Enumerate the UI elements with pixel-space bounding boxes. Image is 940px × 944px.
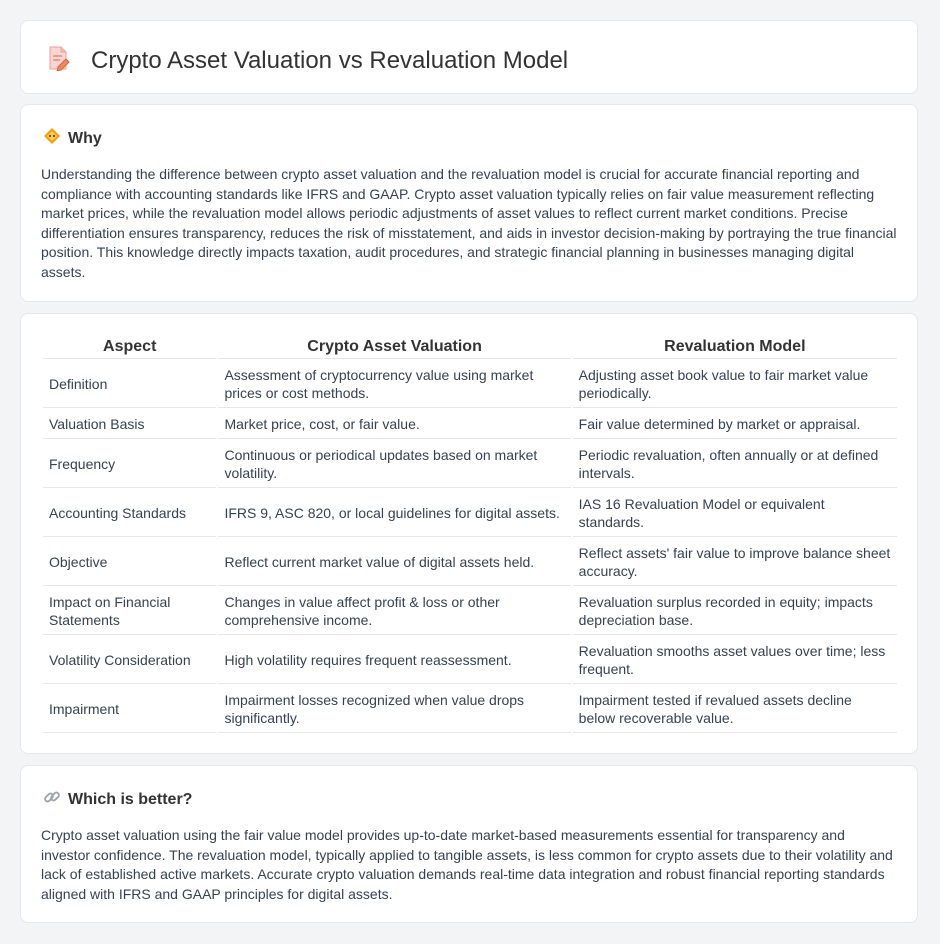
revaluation-cell: Fair value determined by market or appraisal. <box>573 409 897 439</box>
aspect-cell: Accounting Standards <box>43 489 216 537</box>
document-pencil-icon <box>47 45 71 76</box>
page-title: Crypto Asset Valuation vs Revaluation Model <box>91 46 569 74</box>
diamond-icon <box>43 127 61 150</box>
why-body: Understanding the difference between crypto asset valuation and the revaluation model is crucial for accurate financial reporting and compliance with accounting standards like IFRS and GAAP. Crypto asset valuation typically relies on fair value measurement reflecting market prices, while the revaluation model allows periodic adjustments of asset values to reflect current market conditions. Precise differentiation ensures transparency, reduces the risk of misstatement, and aids in investor decision-making by portraying the true financial position. This knowledge directly impacts taxation, audit procedures, and strategic financial planning in businesses managing digital assets. <box>41 166 897 280</box>
crypto-cell: Continuous or periodical updates based on market volatility. <box>218 440 570 488</box>
table-row <box>43 489 897 537</box>
link-icon <box>43 788 61 811</box>
table-row <box>43 636 897 684</box>
table-header-row <box>43 336 897 359</box>
table-row <box>43 360 897 408</box>
why-section <box>20 104 918 302</box>
table-row <box>43 685 897 733</box>
table-row <box>43 587 897 635</box>
crypto-cell: Reflect current market value of digital assets held. <box>218 538 570 586</box>
table-row <box>43 440 897 488</box>
table-row <box>43 409 897 439</box>
aspect-cell: Objective <box>43 538 216 586</box>
why-title: Why <box>68 129 102 147</box>
aspect-cell: Impact on Financial Statements <box>43 587 216 635</box>
crypto-cell: Assessment of cryptocurrency value using market prices or cost methods. <box>218 360 570 408</box>
aspect-cell: Frequency <box>43 440 216 488</box>
which-is-better-title: Which is better? <box>68 790 193 808</box>
revaluation-cell: Impairment tested if revalued assets decline below recoverable value. <box>573 685 897 733</box>
comparison-section <box>20 313 918 754</box>
revaluation-cell: IAS 16 Revaluation Model or equivalent standards. <box>573 489 897 537</box>
revaluation-cell: Periodic revaluation, often annually or at defined intervals. <box>573 440 897 488</box>
aspect-cell: Impairment <box>43 685 216 733</box>
crypto-cell: Market price, cost, or fair value. <box>218 409 570 439</box>
aspect-cell: Definition <box>43 360 216 408</box>
crypto-cell: Impairment losses recognized when value drops significantly. <box>218 685 570 733</box>
header-card <box>20 20 918 94</box>
header-revaluation-model: Revaluation Model <box>573 336 897 359</box>
crypto-cell: High volatility requires frequent reassessment. <box>218 636 570 684</box>
crypto-cell: Changes in value affect profit & loss or other comprehensive income. <box>218 587 570 635</box>
crypto-cell: IFRS 9, ASC 820, or local guidelines for digital assets. <box>218 489 570 537</box>
which-is-better-section <box>20 765 918 923</box>
which-is-better-body: Crypto asset valuation using the fair value model provides up-to-date market-based measurements essential for transparency and investor confidence. The revaluation model, typically applied to tangible assets, is less common for crypto assets due to their volatility and lack of established active markets. Accurate crypto valuation demands real-time data integration and robust financial reporting standards aligned with IFRS and GAAP principles for digital assets. <box>41 827 893 902</box>
header-aspect: Aspect <box>43 336 216 359</box>
aspect-cell: Volatility Consideration <box>43 636 216 684</box>
revaluation-cell: Revaluation surplus recorded in equity; impacts depreciation base. <box>573 587 897 635</box>
header-crypto-asset-valuation: Crypto Asset Valuation <box>218 336 570 359</box>
revaluation-cell: Adjusting asset book value to fair market value periodically. <box>573 360 897 408</box>
revaluation-cell: Reflect assets' fair value to improve balance sheet accuracy. <box>573 538 897 586</box>
table-row <box>43 538 897 586</box>
comparison-table <box>41 335 899 734</box>
revaluation-cell: Revaluation smooths asset values over time; less frequent. <box>573 636 897 684</box>
aspect-cell: Valuation Basis <box>43 409 216 439</box>
